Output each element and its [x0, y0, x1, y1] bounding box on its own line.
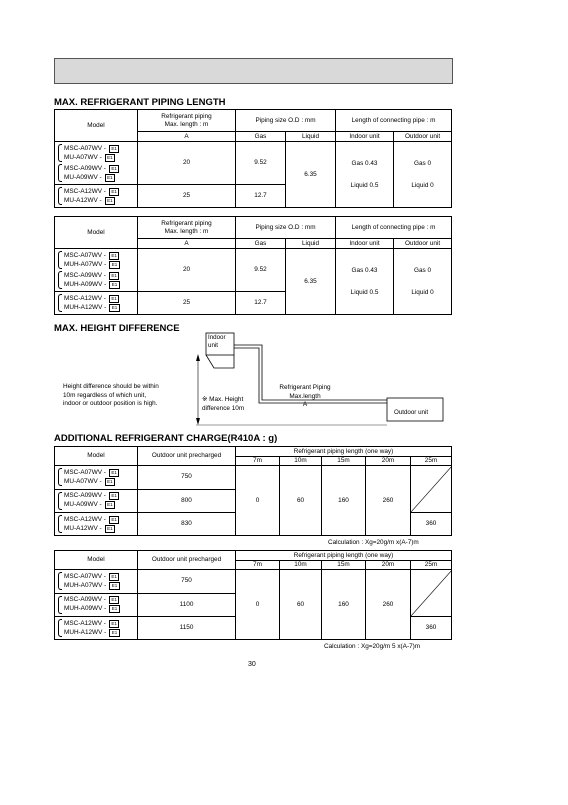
variant-badge: E1	[109, 281, 120, 289]
variant-badge: E1	[109, 295, 120, 303]
not-applicable-cell	[411, 466, 452, 513]
header-precharged: Outdoor unit precharged	[138, 551, 236, 570]
indoor-unit-label: Indoor unit	[208, 334, 226, 350]
model-cell: MSC-A07WV - E1 MUH-A07WV - E1 MSC-A09WV - E1 MUH-A09WV - E1	[55, 249, 138, 292]
model-cell: MSC-A07WV - E1 MU-A07WV - E1 MSC-A09WV - E1 MU-A09WV - E1	[55, 142, 138, 185]
gas-cell: 9.52	[236, 142, 286, 185]
variant-badge: E1	[109, 573, 120, 581]
variant-badge: E1	[109, 596, 120, 604]
header-piping-length: Refrigerant piping length (one way)	[236, 551, 452, 561]
header-indoor: Indoor unit	[336, 239, 394, 249]
variant-badge: E1	[109, 582, 120, 590]
charge-table-mu	[54, 446, 452, 536]
model-cell: MSC-A12WV - E1 MUH-A12WV - E1	[55, 617, 138, 640]
header-indoor: Indoor unit	[336, 132, 394, 142]
precharged-cell: 750	[138, 570, 236, 594]
header-gas: Gas	[236, 132, 286, 142]
model-cell: MSC-A12WV - E1 MU-A12WV - E1	[55, 185, 138, 208]
model-cell: MSC-A09WV - E1 MUH-A09WV - E1	[55, 593, 138, 617]
gas-cell: 9.52	[236, 249, 286, 292]
length-cell: 20	[138, 249, 236, 292]
header-20m: 20m	[366, 457, 411, 466]
header-piping-size: Piping size O.D : mm	[236, 217, 336, 239]
variant-badge: E1	[109, 605, 120, 613]
page-number: 30	[248, 661, 256, 668]
charge-25m: 360	[411, 617, 452, 640]
variant-badge: E1	[109, 492, 120, 500]
header-piping-length: Refrigerant piping length (one way)	[236, 447, 452, 457]
variant-badge: E1	[105, 478, 116, 486]
outdoor-cell: Gas 0 Liquid 0	[394, 142, 452, 208]
refrigerant-piping-label: Refrigerant Piping Max.length A	[279, 384, 331, 409]
header-a: A	[138, 239, 236, 249]
length-cell: 20	[138, 142, 236, 185]
precharged-cell: 1150	[138, 617, 236, 640]
header-a: A	[138, 132, 236, 142]
calculation-note: Calculation : Xg=20g/m 5 x(A-7)m	[324, 643, 421, 650]
variant-badge: E1	[109, 629, 120, 637]
section-title-additional-charge: ADDITIONAL REFRIGERANT CHARGE(R410A : g)	[54, 433, 278, 444]
outdoor-cell: Gas 0 Liquid 0	[394, 249, 452, 315]
gas-cell: 12.7	[236, 185, 286, 208]
variant-badge: E1	[109, 145, 120, 153]
variant-badge: E1	[109, 261, 120, 269]
indoor-cell: Gas 0.43 Liquid 0.5	[336, 142, 394, 208]
outdoor-unit-label: Outdoor unit	[394, 409, 429, 416]
arrow-down-icon	[196, 418, 200, 425]
variant-badge: E1	[109, 188, 120, 196]
height-note: Height difference should be within 10m regardless of which unit, indoor or outdoor position is high.	[63, 383, 159, 408]
header-15m: 15m	[322, 561, 366, 570]
header-25m: 25m	[411, 561, 452, 570]
diagonal-slash-icon	[411, 466, 452, 512]
model-cell: MSC-A07WV - E1 MU-A07WV - E1	[55, 466, 138, 490]
variant-badge: E1	[105, 501, 116, 509]
variant-badge: E1	[105, 174, 116, 182]
indoor-cell: Gas 0.43 Liquid 0.5	[336, 249, 394, 315]
header-7m: 7m	[236, 457, 280, 466]
length-cell: 25	[138, 185, 236, 208]
liquid-cell: 6.35	[286, 249, 336, 315]
header-10m: 10m	[280, 457, 322, 466]
not-applicable-cell	[411, 570, 452, 617]
charge-20m: 260	[366, 570, 411, 640]
model-cell: MSC-A12WV - E1 MUH-A12WV - E1	[55, 292, 138, 315]
header-7m: 7m	[236, 561, 280, 570]
charge-15m: 160	[322, 570, 366, 640]
gas-cell: 12.7	[236, 292, 286, 315]
variant-badge: E1	[109, 304, 120, 312]
variant-badge: E1	[109, 516, 120, 524]
diagonal-slash-icon	[411, 570, 452, 616]
header-10m: 10m	[280, 561, 322, 570]
header-liquid: Liquid	[286, 132, 336, 142]
precharged-cell: 1100	[138, 593, 236, 617]
length-cell: 25	[138, 292, 236, 315]
indoor-unit-body	[206, 355, 234, 368]
charge-20m: 260	[366, 466, 411, 536]
variant-badge: E1	[105, 525, 116, 533]
header-piping-max: Refrigerant piping Max. length : m	[138, 110, 236, 132]
charge-25m: 360	[411, 513, 452, 536]
header-25m: 25m	[411, 457, 452, 466]
charge-7m: 0	[236, 466, 280, 536]
calculation-note: Calculation : Xg=20g/m x(A-7)m	[328, 539, 419, 546]
precharged-cell: 800	[138, 489, 236, 513]
header-connecting: Length of connecting pipe : m	[336, 110, 452, 132]
section-title-height-difference: MAX. HEIGHT DIFFERENCE	[54, 323, 180, 334]
header-piping-max: Refrigerant piping Max. length : m	[138, 217, 236, 239]
header-precharged: Outdoor unit precharged	[138, 447, 236, 466]
header-piping-size: Piping size O.D : mm	[236, 110, 336, 132]
model-cell: MSC-A09WV - E1 MU-A09WV - E1	[55, 489, 138, 513]
liquid-cell: 6.35	[286, 142, 336, 208]
variant-badge: E1	[105, 197, 116, 205]
precharged-cell: 750	[138, 466, 236, 490]
header-outdoor: Outdoor unit	[394, 132, 452, 142]
header-model: Model	[55, 551, 138, 570]
header-model: Model	[55, 110, 138, 142]
header-15m: 15m	[322, 457, 366, 466]
header-model: Model	[55, 447, 138, 466]
model-cell: MSC-A12WV - E1 MU-A12WV - E1	[55, 513, 138, 536]
section-title-piping-length: MAX. REFRIGERANT PIPING LENGTH	[54, 97, 226, 108]
header-20m: 20m	[366, 561, 411, 570]
charge-table-muh	[54, 550, 452, 640]
precharged-cell: 830	[138, 513, 236, 536]
header-liquid: Liquid	[286, 239, 336, 249]
charge-7m: 0	[236, 570, 280, 640]
variant-badge: E1	[109, 252, 120, 260]
header-model: Model	[55, 217, 138, 249]
header-gas: Gas	[236, 239, 286, 249]
variant-badge: E1	[105, 154, 116, 162]
variant-badge: E1	[109, 469, 120, 477]
variant-badge: E1	[109, 165, 120, 173]
variant-badge: E1	[109, 620, 120, 628]
charge-15m: 160	[322, 466, 366, 536]
arrow-up-icon	[196, 354, 200, 361]
header-connecting: Length of connecting pipe : m	[336, 217, 452, 239]
variant-badge: E1	[109, 272, 120, 280]
charge-10m: 60	[280, 570, 322, 640]
header-outdoor: Outdoor unit	[394, 239, 452, 249]
charge-10m: 60	[280, 466, 322, 536]
model-cell: MSC-A07WV - E1 MUH-A07WV - E1	[55, 570, 138, 594]
max-height-label: ※ Max. Height difference 10m	[202, 396, 245, 412]
